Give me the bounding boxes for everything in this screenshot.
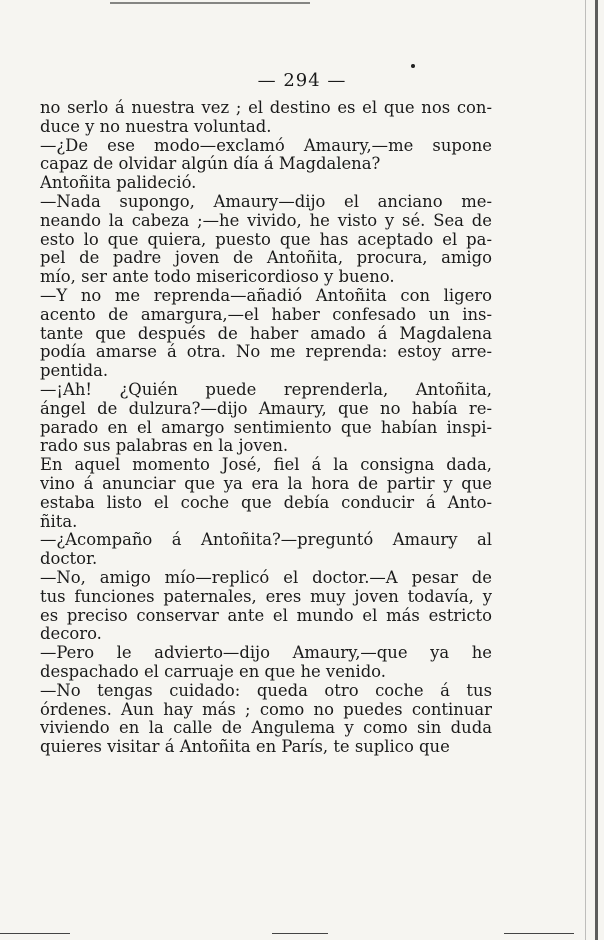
text-line: neando la cabeza ;—he vivido, he visto y sé. Sea de <box>40 211 492 230</box>
top-scan-rule <box>110 2 310 4</box>
text-line: —No tengas cuidado: queda otro coche á tus <box>40 681 492 700</box>
text-line: —¿De ese modo—exclamó Amaury,—me supone <box>40 136 492 155</box>
text-line: mío, ser ante todo misericordioso y bueno. <box>40 268 395 287</box>
text-line: podía amarse á otra. No me reprenda: estoy arre- <box>40 343 492 362</box>
text-line: vino á anunciar que ya era la hora de partir y que <box>40 474 492 493</box>
bottom-scan-rule-left <box>0 933 70 934</box>
text-line: órdenes. Aun hay más ; como no puedes continuar <box>40 700 492 719</box>
text-line: doctor. <box>40 550 98 569</box>
text-line: estaba listo el coche que debía conducir á Anto- <box>40 493 492 512</box>
text-line: viviendo en la calle de Angulema y como sin duda <box>40 719 492 738</box>
page-edge-line <box>585 0 586 940</box>
text-line: En aquel momento José, fiel á la consigna dada, <box>40 456 492 475</box>
text-line: rado sus palabras en la joven. <box>40 437 289 456</box>
text-line: capaz de olvidar algún día á Magdalena? <box>40 155 381 174</box>
text-line: es preciso conservar ante el mundo el más estricto <box>40 606 492 625</box>
text-line: —Nada supongo, Amaury—dijo el anciano me- <box>40 192 492 211</box>
text-line: ángel de dulzura?—dijo Amaury, que no había re- <box>40 399 492 418</box>
text-line: —No, amigo mío—replicó el doctor.—A pesar de <box>40 568 492 587</box>
text-line: tante que después de haber amado á Magdalena <box>40 324 492 343</box>
bottom-scan-rule-center <box>272 933 328 934</box>
text-line: acento de amargura,—el haber confesado un ins- <box>40 305 492 324</box>
text-line: pel de padre joven de Antoñita, procura, amigo <box>40 249 492 268</box>
text-line: esto lo que quiera, puesto que has aceptado el pa- <box>40 230 492 249</box>
text-line: decoro. <box>40 625 102 644</box>
text-line: —¡Ah! ¿Quién puede reprenderla, Antoñita, <box>40 380 492 399</box>
ink-dot <box>411 64 415 68</box>
text-line: quieres visitar á Antoñita en París, te suplico que <box>40 738 450 757</box>
text-line: parado en el amargo sentimiento que habían inspi- <box>40 418 492 437</box>
text-line: despachado el carruaje en que he venido. <box>40 662 386 681</box>
page-number: — 294 — <box>257 70 347 91</box>
body-text <box>40 99 492 757</box>
text-line: duce y no nuestra voluntad. <box>40 117 272 136</box>
text-line: Antoñita palideció. <box>40 174 197 193</box>
text-line: ñita. <box>40 512 78 531</box>
text-line: —Y no me reprenda—añadió Antoñita con ligero <box>40 286 492 305</box>
text-line: —Pero le advierto—dijo Amaury,—que ya he <box>40 644 492 663</box>
text-line: tus funciones paternales, eres muy joven todavía, y <box>40 587 492 606</box>
text-line: —¿Acompaño á Antoñita?—preguntó Amaury al <box>40 531 492 550</box>
bottom-scan-rule-right <box>504 933 574 934</box>
page-edge-shadow <box>595 0 598 940</box>
text-line: no serlo á nuestra vez ; el destino es el que nos con- <box>40 99 492 117</box>
text-line: pentida. <box>40 362 109 381</box>
